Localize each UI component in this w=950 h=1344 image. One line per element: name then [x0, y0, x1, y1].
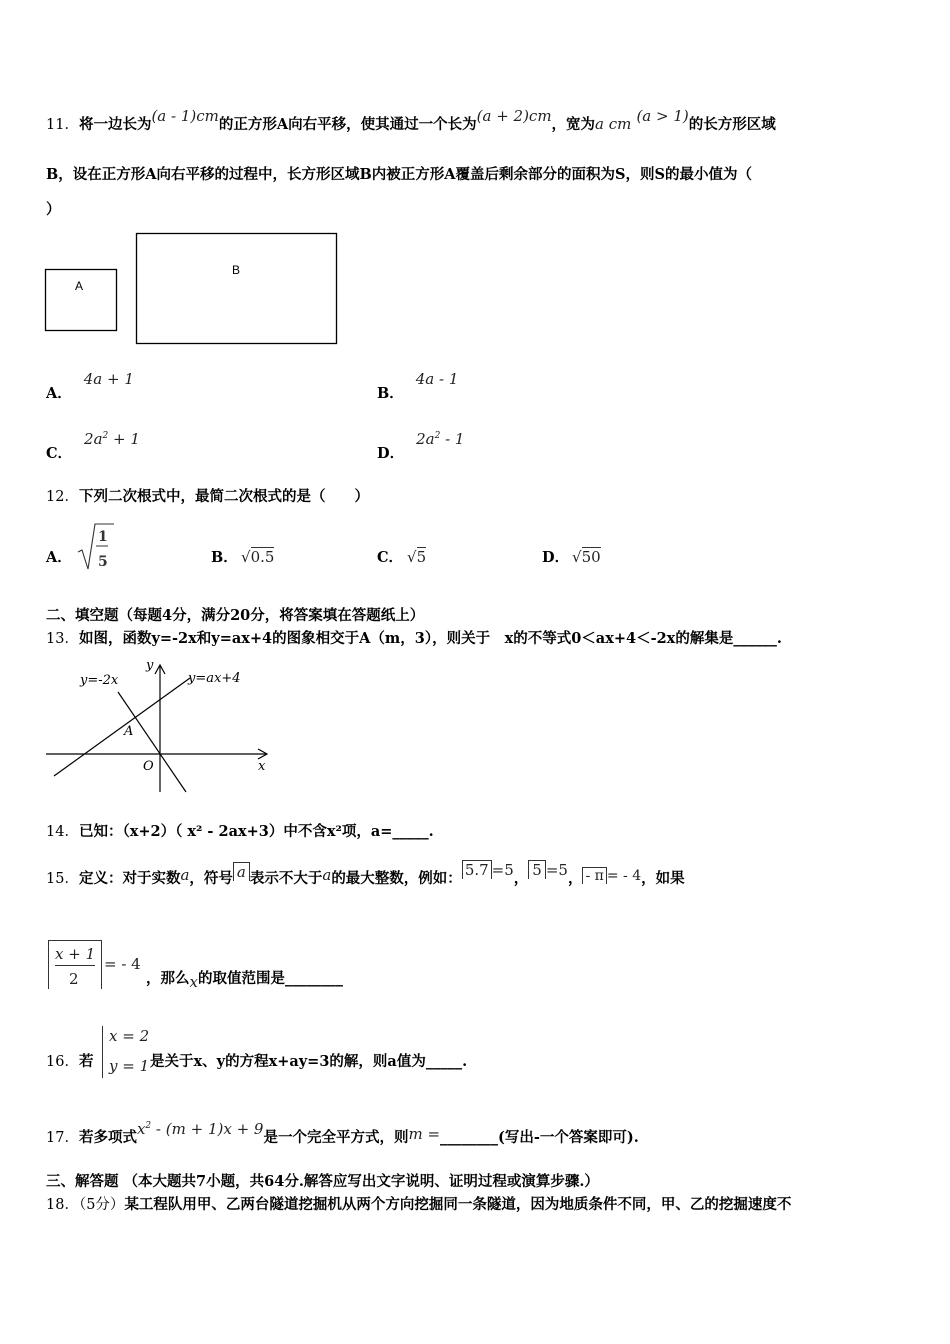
- q14-line: [46, 822, 434, 842]
- q14-text: 已知：（x+2）（ x² - 2ax+3）中不含x²项，a=_____.: [78, 823, 434, 840]
- q16-system-eq2: y = 1: [109, 1057, 150, 1075]
- label-point-a: A: [124, 724, 134, 739]
- q15-text-1: 定义：对于实数: [78, 870, 181, 887]
- q15-ex2-out: =5: [545, 861, 568, 879]
- section-2-heading: 二、填空题（每题4分，满分20分，将答案填在答题纸上）: [46, 607, 425, 624]
- option-a-label: A．: [46, 385, 72, 402]
- q16-text-2: 是关于x、y的方程x+ay=3的解，则a值为_____.: [150, 1053, 468, 1070]
- q15-text-7: 的取值范围是________: [197, 970, 343, 987]
- q15-line2-text: [146, 968, 343, 989]
- q11-figure: [44, 232, 344, 351]
- line-ax-plus-4: [54, 678, 190, 776]
- option-d-base: 2a: [416, 430, 435, 448]
- option-c-sup: 2: [102, 431, 109, 441]
- q17-line: [46, 1120, 639, 1148]
- q12-option-a-label: A．: [46, 549, 72, 566]
- q15-sep-1: ，: [513, 870, 529, 887]
- q18-text: 某工程队用甲、乙两台隧道挖掘机从两个方向挖掘同一条隧道，因为地质条件不同，甲、乙的挖掘速度不: [124, 1196, 792, 1213]
- q11-number: 11．: [46, 117, 79, 133]
- option-d-tail: - 1: [440, 430, 465, 448]
- q15-number: 15．: [46, 871, 79, 887]
- q15-example-3: [582, 868, 641, 884]
- q15-sep-2: ，: [567, 870, 583, 887]
- q15-ex3-out: = - 4: [606, 868, 642, 884]
- rectangle-b: [137, 234, 337, 344]
- q12-c-radicand: 5: [416, 548, 427, 566]
- q12-a-numerator: 1: [98, 529, 108, 545]
- q12-option-a-radical: [76, 522, 116, 572]
- q11-line3: ）: [46, 201, 61, 218]
- q15-fraction-floor: [48, 940, 102, 989]
- q15-ex1-inner: 5.7: [462, 860, 492, 879]
- q15-var-a-2: a: [322, 866, 332, 884]
- q15-text-2: ，符号: [189, 870, 233, 887]
- q15-frac-num: x + 1: [55, 945, 96, 963]
- q12-number: 12．: [46, 489, 79, 505]
- q12-d-radicand: 50: [581, 548, 601, 566]
- q12-option-b-radical: √0.5: [241, 548, 275, 566]
- q11-figure-svg: [44, 232, 344, 347]
- line-minus-2x: [118, 692, 186, 792]
- option-c-expr: [84, 430, 140, 448]
- q15-ex1-out: =5: [491, 861, 514, 879]
- label-y-axis: y: [146, 658, 154, 673]
- q17-text-3: ________(写出-一个答案即可).: [440, 1129, 639, 1146]
- q13-number: 13．: [46, 631, 79, 647]
- q13-graph: [44, 656, 279, 800]
- q11-text-2: 的正方形A向右平移，使其通过一个长为: [218, 116, 477, 133]
- q15-floor-a-inner: a: [236, 863, 246, 881]
- option-d-sup: 2: [434, 431, 441, 441]
- q15-frac-den: 2: [69, 970, 79, 988]
- rectangle-b-label: B: [232, 263, 241, 277]
- option-b-label: B．: [377, 385, 404, 402]
- q13-line: [46, 629, 782, 649]
- q18-line: [46, 1195, 791, 1215]
- label-line-ax-plus-4: y=ax+4: [188, 671, 241, 686]
- q16-text-1: 若: [79, 1053, 94, 1070]
- q11-option-d[interactable]: [377, 428, 465, 462]
- q11-option-b[interactable]: [377, 368, 459, 402]
- q17-poly-rest: - (m + 1)x + 9: [151, 1120, 264, 1138]
- q11-option-c[interactable]: [46, 428, 140, 462]
- q11-option-a[interactable]: [46, 368, 134, 402]
- q15-text-4: 的最大整数，例如：: [331, 870, 462, 887]
- label-x-axis: x: [258, 759, 266, 774]
- q15-text-3: 表示不大于: [249, 870, 323, 887]
- q15-ex2-inner: 5: [528, 860, 546, 879]
- q11-text-4: 的长方形区域: [688, 116, 776, 133]
- q11-expr-2: (a + 2)cm: [476, 107, 552, 125]
- q17-text-1: 若多项式: [78, 1129, 137, 1146]
- option-a-expr: 4a + 1: [83, 370, 134, 388]
- option-c-label: C．: [46, 445, 73, 462]
- q17-m-eq: m =: [408, 1125, 441, 1143]
- q11-line2: B，设在正方形A向右平移的过程中，长方形区域B内被正方形A覆盖后剩余部分的面积为S，则S的最小值为（: [46, 166, 752, 183]
- q15-text-6: ，那么: [146, 970, 190, 987]
- q16-system: [102, 1026, 157, 1078]
- option-c-base: 2a: [84, 430, 103, 448]
- q11-line1: [46, 107, 776, 135]
- q18-score: （5分）: [78, 1197, 125, 1213]
- label-origin: O: [143, 759, 154, 774]
- q17-text-2: 是一个完全平方式，则: [263, 1129, 409, 1146]
- q12-option-d-label: D．: [542, 549, 570, 566]
- q13-graph-svg: [44, 656, 279, 796]
- q17-polynomial: [137, 1120, 264, 1138]
- square-a-label: A: [75, 279, 84, 293]
- q12-line: [46, 487, 369, 507]
- q11-text-1: 将一边长为: [78, 116, 152, 133]
- q12-option-c-radical: √5: [407, 548, 427, 566]
- q13-text: 如图，函数y=-2x和y=ax+4的图象相交于A（m，3），则关于 x的不等式0＜ax+4＜-2x的解集是______.: [78, 630, 782, 647]
- q15-frac-out: = - 4: [104, 955, 141, 973]
- q15-example-1: [462, 861, 514, 879]
- q15-floor-a: [233, 862, 250, 881]
- q17-poly-sup: 2: [145, 1121, 152, 1131]
- q11-expr-4: (a > 1): [636, 107, 689, 125]
- q16-system-eq1: x = 2: [109, 1027, 150, 1045]
- section-3-heading: 三、解答题 （本大题共7小题，共64分.解答应写出文字说明、证明过程或演算步骤.）: [46, 1173, 599, 1190]
- q15-ex3-inner: - π: [582, 867, 606, 884]
- q15-line1: [46, 861, 685, 889]
- option-d-expr: [416, 430, 464, 448]
- option-d-label: D．: [377, 445, 405, 462]
- q11-expr-1: (a - 1)cm: [151, 107, 219, 125]
- q16-number: 16．: [46, 1054, 79, 1070]
- q15-example-2: [528, 861, 568, 879]
- q15-var-a: a: [180, 866, 190, 884]
- option-b-expr: 4a - 1: [415, 370, 459, 388]
- label-line-minus-2x: y=-2x: [80, 673, 119, 688]
- q12-b-radicand: 0.5: [250, 548, 275, 566]
- q14-number: 14．: [46, 824, 79, 840]
- option-c-tail: + 1: [108, 430, 140, 448]
- q12-option-d-radical: √50: [572, 548, 601, 566]
- q15-var-x: x: [189, 973, 198, 991]
- q12-a-denominator: 5: [98, 554, 108, 570]
- q15-text-5: ，如果: [641, 870, 685, 887]
- q17-poly-x: x: [136, 1120, 146, 1138]
- q18-number: 18．: [46, 1197, 79, 1213]
- q17-number: 17．: [46, 1130, 79, 1146]
- q12-option-b-label: B．: [211, 549, 238, 566]
- q11-text-3: ，宽为: [551, 116, 596, 133]
- q12-text: 下列二次根式中，最简二次根式的是（ ）: [78, 488, 369, 505]
- q15-frac-bar: [55, 965, 95, 966]
- q12-option-c-label: C．: [377, 549, 404, 566]
- q11-expr-3: a cm: [595, 115, 632, 133]
